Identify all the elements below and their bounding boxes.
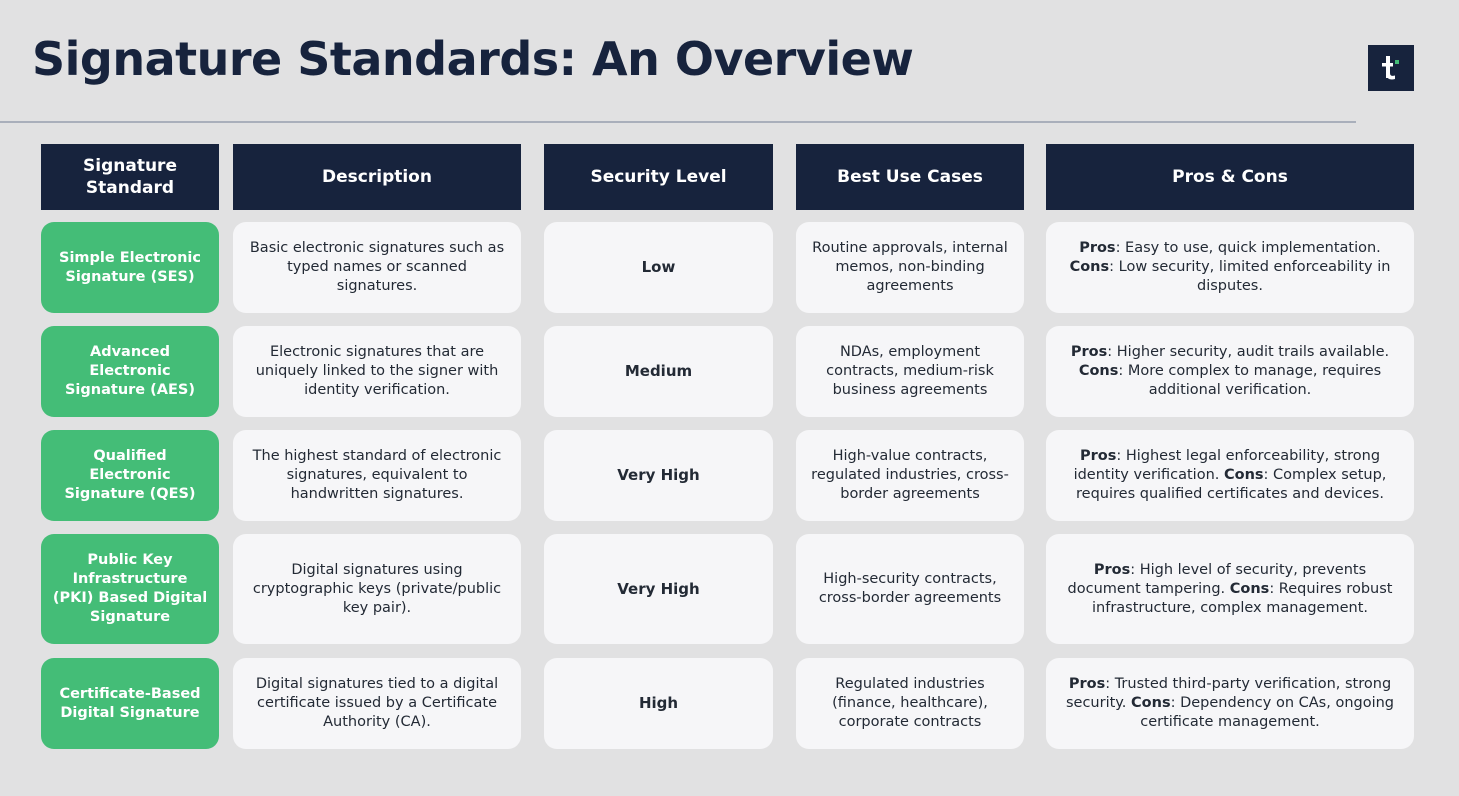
row-use-cases: Regulated industries (finance, healthcare), corporate contracts <box>796 658 1024 749</box>
row-description: The highest standard of electronic signatures, equivalent to handwritten signatures. <box>233 430 521 521</box>
row-description: Basic electronic signatures such as typed names or scanned signatures. <box>233 222 521 313</box>
cons-label: Cons <box>1229 580 1270 597</box>
row-pros-cons <box>1046 658 1414 749</box>
header-pros-cons: Pros & Cons <box>1046 144 1414 210</box>
page-title: Signature Standards: An Overview <box>32 32 914 86</box>
row-use-cases: Routine approvals, internal memos, non-binding agreements <box>796 222 1024 313</box>
cons-label: Cons <box>1223 467 1264 483</box>
row-pros-cons <box>1046 534 1414 644</box>
pros-label: Pros <box>1093 561 1131 578</box>
header-standard: Signature Standard <box>41 144 219 210</box>
row-pros-cons <box>1046 430 1414 521</box>
cons-label: Cons <box>1131 695 1171 711</box>
pros-text: : Highest legal enforceability, strong identity verification. <box>1073 448 1381 483</box>
cons-text: : Requires robust infrastructure, complex management. <box>1092 580 1393 616</box>
cons-text: : Dependency on CAs, ongoing certificate management. <box>1140 695 1395 730</box>
row-security-level: Medium <box>544 326 773 417</box>
pros-text: : Trusted third-party verification, strong security. <box>1065 676 1392 711</box>
row-security-level: High <box>544 658 773 749</box>
row-pros-cons <box>1046 222 1414 313</box>
cons-text: : More complex to manage, requires additional verification. <box>1118 363 1382 398</box>
row-description: Electronic signatures that are uniquely linked to the signer with identity verification. <box>233 326 521 417</box>
row-use-cases: NDAs, employment contracts, medium-risk business agreements <box>796 326 1024 417</box>
row-description: Digital signatures tied to a digital certificate issued by a Certificate Authority (CA). <box>233 658 521 749</box>
row-security-level: Very High <box>544 534 773 644</box>
pros-text: : Higher security, audit trails available. <box>1107 344 1390 360</box>
pros-label: Pros <box>1070 344 1108 360</box>
row-security-level: Low <box>544 222 773 313</box>
row-use-cases: High-value contracts, regulated industries, cross-border agreements <box>796 430 1024 521</box>
header-description: Description <box>233 144 521 210</box>
row-security-level: Very High <box>544 430 773 521</box>
pros-text: : High level of security, prevents document tampering. <box>1067 561 1367 597</box>
pros-label: Pros <box>1079 448 1117 464</box>
row-standard: Simple Electronic Signature (SES) <box>41 222 219 313</box>
header-security-level: Security Level <box>544 144 773 210</box>
row-standard: Qualified Electronic Signature (QES) <box>41 430 219 521</box>
row-use-cases: High-security contracts, cross-border agreements <box>796 534 1024 644</box>
row-pros-cons <box>1046 326 1414 417</box>
cons-text: : Low security, limited enforceability in disputes. <box>1109 259 1391 294</box>
cons-label: Cons <box>1069 259 1110 275</box>
brand-logo <box>1368 45 1414 91</box>
row-standard: Advanced Electronic Signature (AES) <box>41 326 219 417</box>
row-standard: Public Key Infrastructure (PKI) Based Digital Signature <box>41 534 219 644</box>
header-use-cases: Best Use Cases <box>796 144 1024 210</box>
row-standard: Certificate-Based Digital Signature <box>41 658 219 749</box>
pros-label: Pros <box>1068 676 1106 692</box>
cons-text: : Complex setup, requires qualified certificates and devices. <box>1076 467 1387 502</box>
pros-label: Pros <box>1079 240 1116 256</box>
title-divider <box>0 121 1356 123</box>
t-logo-icon <box>1379 53 1403 83</box>
row-description: Digital signatures using cryptographic keys (private/public key pair). <box>233 534 521 644</box>
cons-label: Cons <box>1078 363 1119 379</box>
pros-text: : Easy to use, quick implementation. <box>1115 240 1381 256</box>
